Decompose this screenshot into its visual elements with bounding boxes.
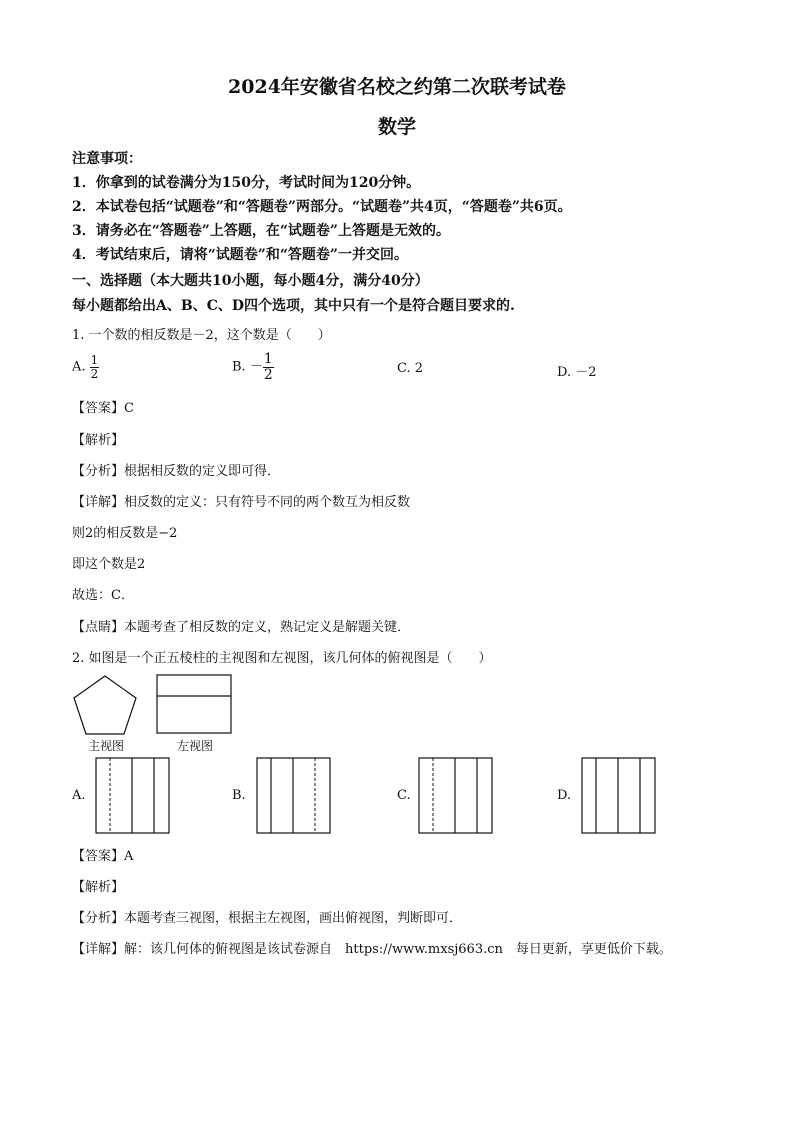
exam-title: 2024年安徽省名校之约第二次联考试卷: [228, 76, 566, 98]
q2-fenxi: 【分析】本题考查三视图，根据主左视图，画出俯视图，判断即可．: [72, 911, 463, 926]
q1-option-a-fraction: [90, 354, 100, 380]
q1-step-2: 即这个数是2: [72, 557, 146, 572]
section-title: 一、选择题（本大题共10小题，每小题4分，满分40分）: [72, 273, 429, 289]
q2-detail: 【详解】解：该几何体的俯视图是该试卷源自 https://www.mxsj663.cn 每日更新，享更低价下载。: [72, 942, 672, 957]
notice-heading: 注意事项：: [72, 151, 142, 167]
q1-option-a-numerator: 1: [90, 353, 99, 367]
notice-item-2: 2．本试卷包括“试题卷”和“答题卷”两部分。“试题卷”共4页，“答题卷”共6页。: [72, 199, 572, 215]
q1-option-d-value: －2: [575, 365, 597, 380]
q1-option-b: [232, 352, 274, 382]
q1-option-b-denominator: 2: [263, 366, 273, 383]
q1-option-b-fraction: [263, 352, 274, 382]
q1-stem: 1. 一个数的相反数是－2，这个数是（ ）: [72, 328, 331, 343]
q1-detail: 【详解】相反数的定义：只有符号不同的两个数互为相反数: [72, 495, 411, 510]
q2-option-b-label: B.: [232, 788, 246, 803]
q1-option-b-label: B.: [232, 359, 246, 375]
q2-option-b-figure: [256, 757, 332, 835]
q1-option-c-value: 2: [414, 361, 424, 376]
q2-option-d-label: D.: [557, 788, 572, 803]
q2-stem: 2. 如图是一个正五棱柱的主视图和左视图，该几何体的俯视图是（ ）: [72, 651, 492, 666]
q1-option-a-denominator: 2: [90, 366, 99, 381]
q2-option-c-label: C.: [397, 788, 411, 803]
notice-item-1: 1．你拿到的试卷满分为150分，考试时间为120分钟。: [72, 175, 421, 191]
q2-option-a-label: A.: [72, 788, 86, 803]
notice-item-3: 3．请务必在“答题卷”上答题，在“试题卷”上答题是无效的。: [72, 223, 450, 239]
q1-option-b-sign: －: [249, 359, 263, 375]
q2-option-d-figure: [581, 757, 657, 835]
q1-comment: 【点睛】本题考查了相反数的定义，熟记定义是解题关键．: [72, 620, 411, 635]
q2-option-c-figure: [418, 757, 494, 835]
front-view-label: 主视图: [88, 739, 125, 753]
q1-answer: 【答案】C: [72, 401, 134, 416]
front-view-pentagon: [72, 674, 138, 736]
q1-analysis-label: 【解析】: [72, 433, 125, 448]
left-view-label: 左视图: [177, 739, 214, 753]
q1-option-d-label: D.: [557, 365, 572, 380]
q1-fenxi: 【分析】根据相反数的定义即可得．: [72, 464, 281, 479]
q2-option-a-figure: [95, 757, 171, 835]
q1-option-d: [557, 361, 597, 380]
q1-option-a: [72, 354, 99, 380]
left-view-rectangle: [156, 674, 232, 734]
q2-analysis-label: 【解析】: [72, 880, 125, 895]
q1-choose: 故选：C．: [72, 588, 134, 603]
q1-step-1: 则2的相反数是−2: [72, 526, 178, 541]
section-instruction: 每小题都给出A、B、C、D四个选项，其中只有一个是符合题目要求的.: [72, 298, 515, 314]
exam-subject: 数学: [377, 116, 416, 138]
notice-item-4: 4．考试结束后，请将“试题卷”和“答题卷”一并交回。: [72, 247, 408, 263]
q1-option-c: [397, 361, 423, 376]
q1-option-a-label: A.: [72, 359, 86, 375]
q1-option-b-numerator: 1: [263, 351, 273, 367]
q2-answer: 【答案】A: [72, 849, 134, 864]
q1-option-c-label: C.: [397, 361, 411, 376]
